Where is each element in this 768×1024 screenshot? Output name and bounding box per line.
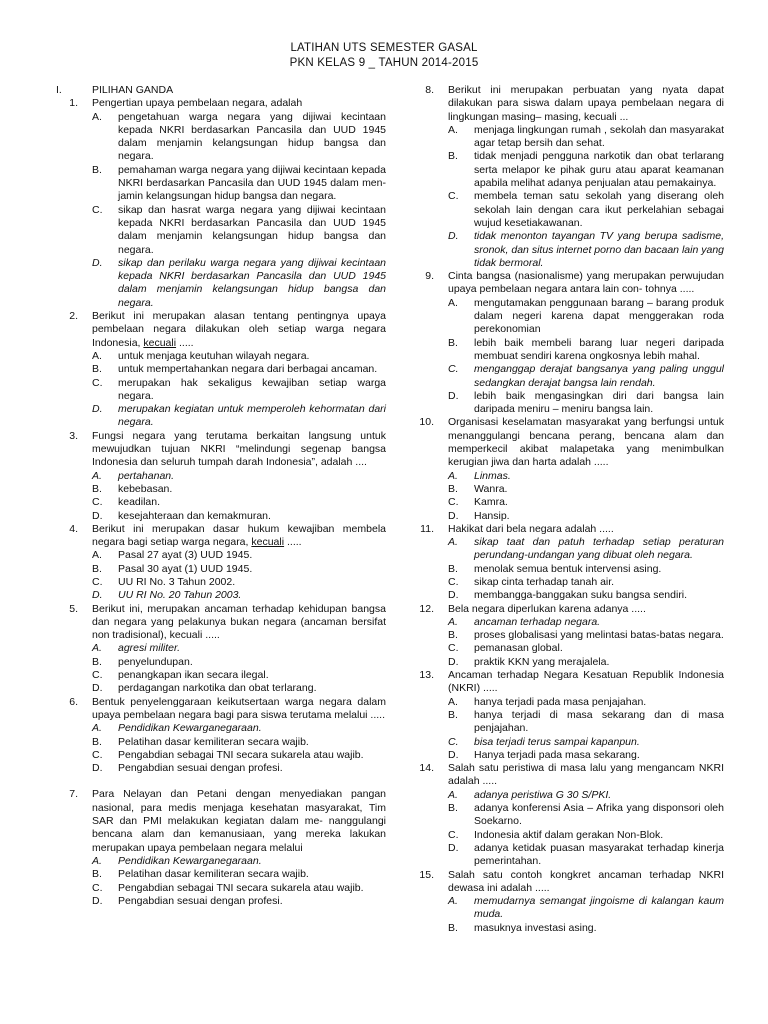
question-body <box>448 84 724 270</box>
option-text: keadilan. <box>118 496 161 509</box>
option-text: Linmas. <box>474 469 511 482</box>
option-text: penyelundupan. <box>118 655 193 668</box>
option-text: adanya ketidak puasan masyarakat terhadap kinerja pemerintahan. <box>474 841 724 868</box>
answer-option <box>448 576 724 589</box>
question-number: 12. <box>419 602 434 615</box>
option-label: D. <box>448 230 459 243</box>
option-label: B. <box>448 708 458 721</box>
answer-option <box>92 682 386 695</box>
option-label: D. <box>92 509 103 522</box>
section-heading <box>56 84 386 97</box>
answer-option <box>448 709 724 736</box>
option-text: Hanya terjadi pada masa sekarang. <box>474 748 640 761</box>
option-label: D. <box>448 748 459 761</box>
option-label: A. <box>448 296 458 309</box>
option-label: A. <box>448 123 458 136</box>
option-label: C. <box>92 376 103 389</box>
answer-option <box>92 895 386 908</box>
question-text: Fungsi negara yang terutama berkaitan langsung untuk mewujudkan tujuan NKRI “melindungi segenap bangsa Indonesia dan seluruh tumpah darah Indonesia”, adalah .... <box>92 429 386 469</box>
answer-option <box>92 510 386 523</box>
option-label: B. <box>448 336 458 349</box>
header-title-line-1: LATIHAN UTS SEMESTER GASAL <box>290 42 478 54</box>
question-text: Hakikat dari bela negara adalah ..... <box>448 522 614 535</box>
answer-option <box>448 895 724 922</box>
option-label: C. <box>448 496 459 509</box>
answer-option <box>92 868 386 881</box>
option-label: C. <box>448 642 459 655</box>
option-label: A. <box>448 536 458 549</box>
question-body <box>448 669 724 762</box>
question-item <box>412 84 724 270</box>
question-body <box>448 869 724 935</box>
section-number: I. <box>56 84 62 96</box>
answer-option <box>92 496 386 509</box>
answer-option <box>448 363 724 390</box>
option-text: merupakan hak sekaligus kewajiban setiap warga negara. <box>118 376 386 402</box>
question-text: Salah satu peristiwa di masa lalu yang mengancam NKRI adalah ..... <box>448 762 724 788</box>
option-label: C. <box>92 669 103 682</box>
option-text: hanya terjadi di masa sekarang dan di masa penjajahan. <box>474 708 724 735</box>
option-text: Pendidikan Kewarganegaraan. <box>118 722 262 735</box>
option-label: A. <box>448 695 458 708</box>
option-text: kebebasan. <box>118 482 173 495</box>
question-text: Pengertian upaya pembelaan negara, adalah <box>92 97 303 110</box>
answer-option <box>92 204 386 257</box>
question-text: Berikut ini merupakan perbuatan yang nyata dapat dilakukan para siswa dalam upaya pembelaan negara di lingkungan masing– masing, kecuali ... <box>448 84 724 123</box>
answer-option <box>92 576 386 589</box>
option-label: D. <box>448 841 459 854</box>
question-body <box>448 270 724 416</box>
answer-option <box>92 656 386 669</box>
option-label: A. <box>92 642 102 655</box>
answer-option <box>92 642 386 655</box>
answer-option <box>448 483 724 496</box>
question-item <box>56 430 386 523</box>
option-text: proses globalisasi yang melintasi batas-batas negara. <box>474 629 724 642</box>
answer-option <box>448 470 724 483</box>
answer-option <box>92 589 386 602</box>
answer-option <box>448 337 724 364</box>
option-label: D. <box>92 682 103 695</box>
option-text: lebih baik membeli barang luar negeri daripada membuat sendiri karena ongkosnya lebih mahal. <box>474 336 724 362</box>
option-label: D. <box>92 894 103 907</box>
answer-option <box>448 696 724 709</box>
option-text: membangga-banggakan suku bangsa sendiri. <box>474 589 688 602</box>
question-number: 10. <box>419 416 434 429</box>
question-body <box>92 788 386 908</box>
option-label: D. <box>92 403 103 416</box>
document-header <box>0 41 768 71</box>
answer-option <box>448 124 724 151</box>
option-label: A. <box>92 854 102 867</box>
question-text: Cinta bangsa (nasionalisme) yang merupakan perwujudan upaya pembelaan negara antara lain con- tohnya ..... <box>448 270 724 296</box>
option-text: Kamra. <box>474 496 508 509</box>
option-label: B. <box>448 562 458 575</box>
question-item <box>56 696 386 776</box>
option-label: A. <box>92 110 102 123</box>
answer-option <box>92 549 386 562</box>
answer-option <box>448 829 724 842</box>
answer-option <box>448 150 724 190</box>
question-item <box>412 270 724 416</box>
answer-option <box>92 563 386 576</box>
answer-option <box>448 616 724 629</box>
option-text: Pelatihan dasar kemiliteran secara wajib. <box>118 735 309 748</box>
answer-option <box>92 762 386 775</box>
option-text: membela teman satu sekolah yang diserang oleh sekolah lain dengan cara ikut perkelahian sebagai wujud kesetiakawanan. <box>474 190 724 229</box>
question-item <box>56 603 386 696</box>
question-number: 11. <box>420 522 434 535</box>
option-text: perdagangan narkotika dan obat terlarang. <box>118 682 317 695</box>
option-label: A. <box>448 788 458 801</box>
option-label: D. <box>448 655 459 668</box>
option-label: A. <box>92 549 102 562</box>
question-text-part: ..... <box>284 536 302 549</box>
option-text: bisa terjadi terus sampai kapanpun. <box>474 735 640 748</box>
option-text: sikap cinta terhadap tanah air. <box>474 575 615 588</box>
answer-option <box>92 669 386 682</box>
question-text: Organisasi keselamatan masyarakat yang berfungsi untuk menanggulangi bencana perang, bencana alam dan memperkecil akibat malapetaka yang menimbulkan kerugian jiwa dan harta adalah ..... <box>448 416 724 469</box>
answer-option <box>448 842 724 869</box>
option-text: Pasal 30 ayat (1) UUD 1945. <box>118 562 253 575</box>
question-item <box>56 523 386 603</box>
answer-option <box>448 736 724 749</box>
question-number: 8. <box>425 84 434 96</box>
question-text: Salah satu contoh kongkret ancaman terhadap NKRI dewasa ini adalah ..... <box>448 868 724 894</box>
option-label: B. <box>448 482 458 495</box>
option-text: sikap taat dan patuh terhadap setiap peraturan perundang-undangan yang dibuat oleh negara. <box>474 536 724 562</box>
option-text: memudarnya semangat jingoisme di kalangan kaum muda. <box>474 895 724 921</box>
option-text: adanya konferensi Asia – Afrika yang disponsori oleh Soekarno. <box>474 802 724 828</box>
option-label: B. <box>92 655 102 668</box>
option-text: Pengabdian sesuai dengan profesi. <box>118 762 283 775</box>
option-text: praktik KKN yang merajalela. <box>474 655 610 668</box>
question-number: 5. <box>69 602 78 615</box>
option-label: C. <box>92 203 103 216</box>
question-item <box>412 762 724 868</box>
option-text: ancaman terhadap negara. <box>474 615 601 628</box>
answer-option <box>92 164 386 204</box>
option-text: UU RI No. 3 Tahun 2002. <box>118 575 236 588</box>
option-label: D. <box>92 589 103 602</box>
option-text: pengetahuan warga negara yang dijiwai kecintaan kepada NKRI berdasarkan Pancasila dan UUD 1945 dalam menjamin kelangsungan hidup bangsa dan negara. <box>118 110 386 163</box>
question-text: Bentuk penyelenggaraan keikutsertaan warga negara dalam upaya pembelaan negara bagi para siswa terutama melalui ..... <box>92 695 386 721</box>
answer-option <box>92 749 386 762</box>
question-number: 9. <box>425 270 434 283</box>
right-column <box>412 84 724 935</box>
question-body <box>92 97 386 310</box>
header-title-line-2: PKN KELAS 9 _ TAHUN 2014-2015 <box>289 57 479 69</box>
question-item <box>56 97 386 310</box>
answer-option <box>448 642 724 655</box>
question-keyword-underlined: kecuali <box>251 536 285 549</box>
option-text: pemahaman warga negara yang dijiwai kecintaan kepada NKRI berdasarkan Pancasila dan UUD 1945 dalam men- jamin kelangsungan hidup bangsa dan negara. <box>118 163 386 203</box>
question-item <box>412 603 724 669</box>
question-body <box>92 696 386 776</box>
answer-option <box>448 563 724 576</box>
option-label: D. <box>448 389 459 402</box>
question-body <box>92 603 386 696</box>
answer-option <box>92 363 386 376</box>
question-number: 6. <box>69 695 78 708</box>
option-label: B. <box>448 802 458 815</box>
answer-option <box>92 722 386 735</box>
question-text-part: Berikut ini merupakan alasan tentang pentingnya upaya pembelaan negara dilakukan oleh setiap warga negara Indonesia, <box>92 310 386 349</box>
option-label: B. <box>92 868 102 881</box>
question-number: 1. <box>69 97 78 110</box>
option-text: kesejahteraan dan kemakmuran. <box>118 509 271 522</box>
answer-option <box>448 496 724 509</box>
answer-option <box>92 470 386 483</box>
question-text <box>92 310 386 350</box>
answer-option <box>448 390 724 417</box>
answer-option <box>448 629 724 642</box>
option-label: D. <box>448 509 459 522</box>
question-number: 14. <box>419 762 434 775</box>
option-text: tidak menjadi pengguna narkotik dan obat terlarang serta melapor ke pihak guru atau aparat keamanan apabila melihat adanya penjualan atau pemakainya. <box>474 150 724 190</box>
section-title: PILIHAN GANDA <box>92 84 174 96</box>
option-label: A. <box>92 722 102 735</box>
option-text: Wanra. <box>474 482 508 495</box>
option-label: B. <box>92 735 102 748</box>
question-item <box>412 869 724 935</box>
answer-option <box>92 403 386 430</box>
option-text: agresi militer. <box>118 642 181 655</box>
option-text: Indonesia aktif dalam gerakan Non-Blok. <box>474 828 664 841</box>
option-label: A. <box>448 469 458 482</box>
question-body <box>448 762 724 868</box>
answer-option <box>448 510 724 523</box>
option-text: lebih baik mengasingkan diri dari bangsa lain daripada meniru – meniru bangsa lain. <box>474 389 724 416</box>
option-label: C. <box>448 828 459 841</box>
answer-option <box>448 749 724 762</box>
question-item <box>56 310 386 430</box>
option-label: B. <box>92 163 102 176</box>
option-label: A. <box>448 895 458 908</box>
question-body <box>448 523 724 603</box>
option-text: Pengabdian sebagai TNI secara sukarela atau wajib. <box>118 881 364 894</box>
question-body <box>92 523 386 603</box>
question-item <box>412 416 724 522</box>
answer-option <box>92 377 386 404</box>
option-text: tidak menonton tayangan TV yang berupa sadisme, sronok, dan situs internet porno dan bacaan lain yang tidak bermoral. <box>474 230 724 269</box>
option-label: B. <box>448 150 458 163</box>
option-text: pemanasan global. <box>474 642 563 655</box>
answer-option <box>448 802 724 829</box>
answer-option <box>448 230 724 270</box>
question-body <box>92 310 386 430</box>
option-text: Pendidikan Kewarganegaraan. <box>118 854 262 867</box>
question-text <box>92 523 386 550</box>
question-text-part: ..... <box>176 336 194 349</box>
answer-option <box>92 483 386 496</box>
answer-option <box>448 297 724 337</box>
option-label: B. <box>448 629 458 642</box>
option-label: C. <box>448 575 459 588</box>
answer-option <box>92 111 386 164</box>
question-number: 13. <box>419 669 434 682</box>
answer-option <box>92 350 386 363</box>
question-number: 4. <box>69 522 78 535</box>
question-number: 3. <box>69 429 78 442</box>
option-label: B. <box>448 921 458 934</box>
option-text: Hansip. <box>474 509 510 522</box>
option-label: D. <box>448 589 459 602</box>
question-text: Berikut ini, merupakan ancaman terhadap kehidupan bangsa dan negara yang pelakunya bukan negara (ancaman bersifat non tradisional), kecuali ..... <box>92 602 386 642</box>
option-text: adanya peristiwa G 30 S/PKI. <box>474 788 612 801</box>
question-body <box>448 603 724 669</box>
option-text: UU RI No. 20 Tahun 2003. <box>118 589 242 602</box>
answer-option <box>92 882 386 895</box>
question-item <box>412 669 724 762</box>
option-text: Pengabdian sebagai TNI secara sukarela atau wajib. <box>118 748 364 761</box>
question-text: Bela negara diperlukan karena adanya ..... <box>448 602 646 615</box>
answer-option <box>448 190 724 230</box>
option-label: C. <box>448 735 459 748</box>
question-text: Para Nelayan dan Petani dengan menyediakan pangan nasional, para medis menjaga kesehatan masyarakat, Tim SAR dan PMI melakukan kegiatan dalam me- nanggulangi bencana alam dan kemanusiaan, yang mereka lakukan merupakan upaya pembelaan negara melalui <box>92 788 386 854</box>
left-column <box>56 84 386 908</box>
option-text: Pengabdian sesuai dengan profesi. <box>118 894 283 907</box>
question-number: 15. <box>419 868 434 881</box>
option-text: sikap dan perilaku warga negara yang dijiwai kecintaan kepada NKRI berdasarkan Pancasila dan UUD 1945 dalam menjamin kelangsungan hidup bangsa dan negara. <box>118 256 386 309</box>
answer-option <box>448 589 724 602</box>
answer-option <box>448 536 724 563</box>
option-label: C. <box>92 881 103 894</box>
option-label: C. <box>448 363 459 376</box>
question-item <box>412 523 724 603</box>
question-item <box>56 788 386 908</box>
option-text: Pasal 27 ayat (3) UUD 1945. <box>118 549 253 562</box>
option-label: C. <box>92 496 103 509</box>
option-label: C. <box>448 190 459 203</box>
answer-option <box>448 789 724 802</box>
option-label: A. <box>448 615 458 628</box>
question-number: 2. <box>69 310 78 323</box>
option-text: merupakan kegiatan untuk memperoleh kehormatan dari negara. <box>118 403 386 429</box>
option-label: C. <box>92 575 103 588</box>
option-text: sikap dan hasrat warga negara yang dijiwai kecintaan kepada NKRI berdasarkan Pancasila dan UUD 1945 dalam menjamin kelangsungan hidup bangsa dan negara. <box>118 203 386 256</box>
question-keyword-underlined: kecuali <box>143 336 177 349</box>
option-label: C. <box>92 748 103 761</box>
option-label: B. <box>92 482 102 495</box>
question-number: 7. <box>69 788 78 801</box>
option-text: menjaga lingkungan rumah , sekolah dan masyarakat agar tetap bersih dan sehat. <box>474 123 724 150</box>
option-label: B. <box>92 562 102 575</box>
answer-option <box>92 855 386 868</box>
option-text: untuk mempertahankan negara dari berbagai ancaman. <box>118 363 378 376</box>
question-body <box>92 430 386 523</box>
option-label: A. <box>92 469 102 482</box>
option-text: hanya terjadi pada masa penjajahan. <box>474 695 647 708</box>
option-label: D. <box>92 256 103 269</box>
answer-option <box>92 736 386 749</box>
spacer <box>56 775 386 788</box>
answer-option <box>92 257 386 310</box>
option-label: D. <box>92 762 103 775</box>
option-text: penangkapan ikan secara ilegal. <box>118 669 269 682</box>
option-text: pertahanan. <box>118 469 175 482</box>
option-text: menolak semua bentuk intervensi asing. <box>474 562 662 575</box>
option-text: untuk menjaga keutuhan wilayah negara. <box>118 349 310 362</box>
option-label: A. <box>92 349 102 362</box>
option-label: B. <box>92 363 102 376</box>
answer-option <box>448 922 724 935</box>
option-text: masuknya investasi asing. <box>474 921 597 934</box>
option-text: Pelatihan dasar kemiliteran secara wajib. <box>118 868 309 881</box>
option-text: mengutamakan penggunaan barang – barang produk dalam negeri karena dapat menggerakan roda perekonomian <box>474 296 724 336</box>
question-body <box>448 416 724 522</box>
option-text: menganggap derajat bangsanya yang paling unggul sedangkan derajat bangsa lain rendah. <box>474 363 724 389</box>
question-text-part: Berikut ini merupakan dasar hukum kewajiban membela negara bagi setiap warga negara, <box>92 522 386 549</box>
question-text: Ancaman terhadap Negara Kesatuan Republik Indonesia (NKRI) ..... <box>448 669 724 695</box>
answer-option <box>448 656 724 669</box>
